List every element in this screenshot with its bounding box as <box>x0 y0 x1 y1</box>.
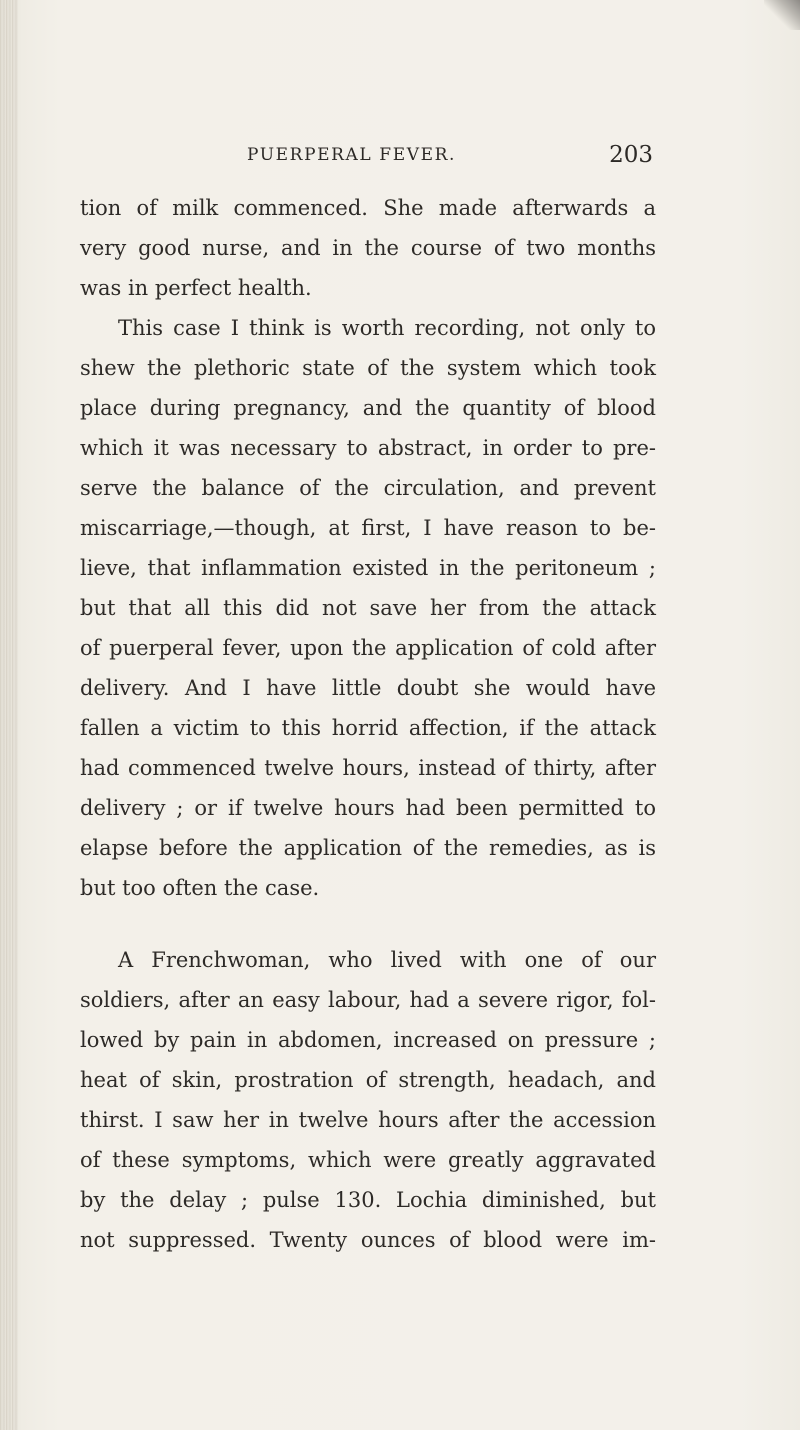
page-number: 203 <box>609 142 653 168</box>
running-title: PUERPERAL FEVER. <box>247 145 456 165</box>
text-line: fallen a victim to this horrid affection, if the attack <box>80 716 656 740</box>
text-line: tion of milk commenced. She made afterwards a <box>80 196 656 220</box>
text-line: lowed by pain in abdomen, increased on pressure ; <box>80 1028 656 1052</box>
text-line: serve the balance of the circulation, and prevent <box>80 476 656 500</box>
running-header <box>247 143 653 175</box>
text-line: place during pregnancy, and the quantity of blood <box>80 396 656 420</box>
text-line: delivery. And I have little doubt she would have <box>80 676 656 700</box>
text-line: but too often the case. <box>80 876 320 900</box>
text-line: of puerperal fever, upon the application of cold after <box>80 636 656 660</box>
text-line: thirst. I saw her in twelve hours after the accession <box>80 1108 656 1132</box>
text-line: had commenced twelve hours, instead of thirty, after <box>80 756 656 780</box>
text-line: was in perfect health. <box>80 276 312 300</box>
text-line: very good nurse, and in the course of two months <box>80 236 656 260</box>
text-line: which it was necessary to abstract, in order to pre- <box>80 436 656 460</box>
text-line: but that all this did not save her from the attack <box>80 596 656 620</box>
text-line: not suppressed. Twenty ounces of blood were im- <box>80 1228 656 1252</box>
text-line: A Frenchwoman, who lived with one of our <box>118 948 656 972</box>
text-line: of these symptoms, which were greatly aggravated <box>80 1148 656 1172</box>
text-line: heat of skin, prostration of strength, headach, and <box>80 1068 656 1092</box>
text-line: shew the plethoric state of the system which took <box>80 356 656 380</box>
page-corner-fold <box>764 0 800 30</box>
text-line: lieve, that inflammation existed in the peritoneum ; <box>80 556 656 580</box>
text-line: elapse before the application of the remedies, as is <box>80 836 656 860</box>
page-gutter-shadow <box>0 0 18 1430</box>
text-line: This case I think is worth recording, not only to <box>118 316 656 340</box>
text-line: by the delay ; pulse 130. Lochia diminished, but <box>80 1188 656 1212</box>
text-line: miscarriage,—though, at first, I have reason to be- <box>80 516 656 540</box>
text-line: soldiers, after an easy labour, had a severe rigor, fol- <box>80 988 656 1012</box>
text-line: delivery ; or if twelve hours had been permitted to <box>80 796 656 820</box>
